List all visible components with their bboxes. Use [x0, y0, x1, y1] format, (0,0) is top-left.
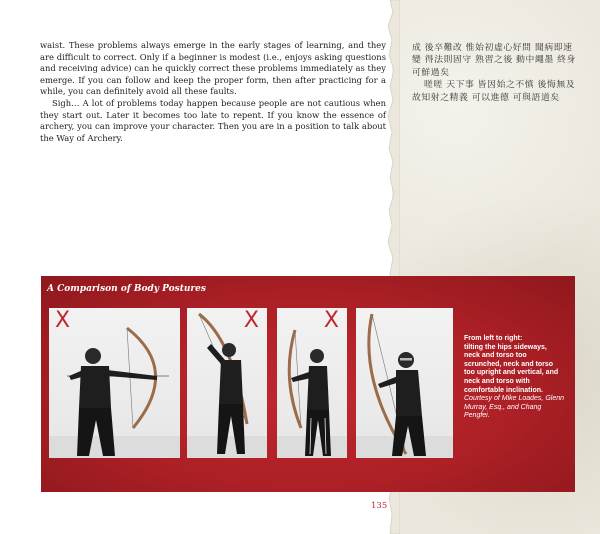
posture-photo-3 [277, 308, 347, 458]
english-text-block [40, 40, 386, 144]
figure-title: A Comparison of Body Postures [47, 284, 206, 294]
english-paragraph-1: waist. These problems always emerge in the early stages of learning, and they are difficult to correct. Only if a beginner is modest (i.e., enjoys asking questions and receiving advice) can he quickly correct these problems immediately as they emerge. If you can follow and keep the proper form, then after practicing for a while, you can definitely avoid all these faults. [40, 40, 386, 97]
posture-photo-2 [187, 308, 267, 458]
wrong-mark: X [323, 308, 339, 333]
chinese-paragraph-1: 成 後卒難改 惟始初虛心好問 聞病即速變 得法則固守 熟習之後 動中繩墨 終身可鮮過矣 [412, 43, 576, 78]
figure-caption [464, 335, 564, 421]
chinese-paragraph-2: 嗟嗟 天下事 皆因始之不慎 後悔無及 故知射之精義 可以進德 可與語道矣 [412, 80, 576, 103]
caption-body: tilting the hips sideways, neck and torso too scrunched, neck and torso too upright and vertical, and neck and torso with comfortable inclination. [464, 343, 559, 394]
archer-figure-4 [356, 308, 453, 458]
wrong-mark: X [243, 308, 259, 333]
figure-panel [41, 276, 575, 492]
chinese-text-block [412, 42, 577, 104]
posture-photo-4 [356, 308, 453, 458]
posture-photo-1 [49, 308, 180, 458]
page-number: 135 [371, 501, 388, 511]
caption-credit: Courtesy of Mike Loades, Glenn Murray, Esq., and Chang Pengfei. [464, 395, 564, 420]
wrong-mark: X [55, 308, 71, 333]
english-paragraph-2: Sigh… A lot of problems today happen because people are not cautious when they start out. Later it becomes too late to repent. If you know the essence of archery, you can improve your character. Then you are in a position to talk about the Way of Archery. [40, 97, 386, 143]
caption-heading: From left to right: [464, 335, 523, 342]
